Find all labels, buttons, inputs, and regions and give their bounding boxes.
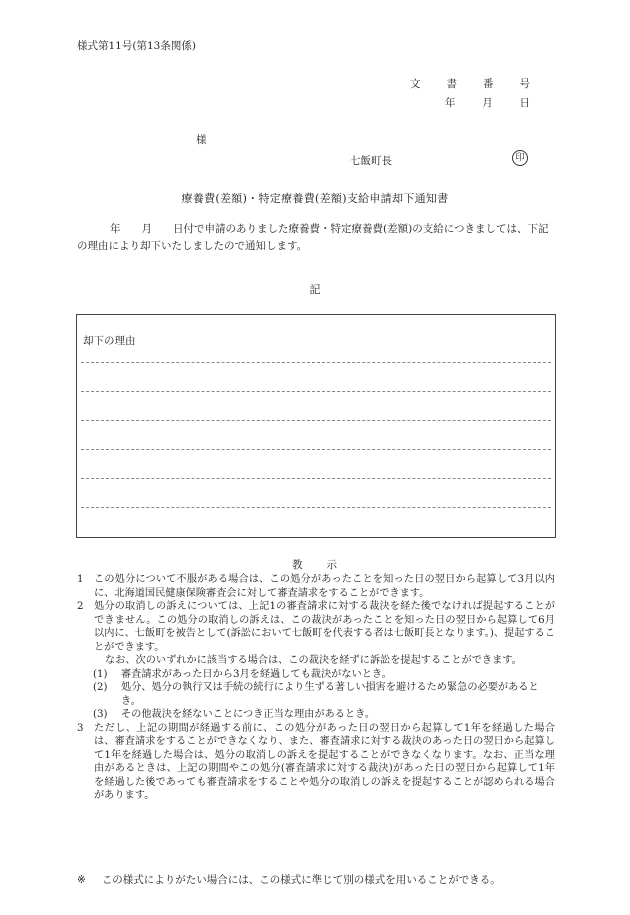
document-date-label bbox=[445, 95, 530, 110]
rejection-reason-label: 却下の理由 bbox=[83, 335, 136, 347]
docnum-char: 番 bbox=[483, 78, 494, 90]
note-item bbox=[77, 573, 555, 600]
record-mark: 記 bbox=[309, 283, 321, 296]
rejection-reason-box bbox=[76, 314, 556, 538]
document-title: 療養費(差額)・特定療養費(差額)支給申請却下通知書 bbox=[181, 192, 449, 205]
note-number: 3 bbox=[77, 722, 84, 734]
sub-item-number: (2) bbox=[93, 682, 108, 693]
note-number: 1 bbox=[77, 574, 84, 585]
reason-line bbox=[81, 420, 551, 421]
document-number-label bbox=[410, 76, 530, 91]
footer-mark: ※ bbox=[77, 874, 86, 886]
note-sub-item bbox=[77, 708, 555, 722]
note-sub-item bbox=[77, 681, 555, 708]
reason-line bbox=[81, 478, 551, 479]
reason-line bbox=[81, 362, 551, 363]
note-item bbox=[77, 600, 555, 654]
date-month: 月 bbox=[482, 97, 493, 109]
docnum-char: 文 bbox=[410, 78, 421, 90]
date-day: 日 bbox=[519, 97, 530, 109]
note-item bbox=[77, 722, 555, 803]
note-text: 処分の取消しの訴えについては、上記1の審査請求に対する裁決を経た後でなければ提起することができません。この処分の取消しの訴えは、この裁決があったことを知った日の翌日から起算して6月以内に、七飯町を被告として(訴訟において七飯町を代表する者は七飯町長となります。)、提起することができます。 bbox=[94, 601, 555, 653]
sub-item-number: (3) bbox=[93, 709, 108, 720]
docnum-char: 号 bbox=[519, 78, 530, 90]
footer-note bbox=[77, 872, 501, 887]
body-paragraph: 年 月 日付で申請のありました療養費・特定療養費(差額)の支給につきましては、下記の理由により却下いたしましたので通知します。 bbox=[77, 223, 549, 252]
note-number: 2 bbox=[77, 601, 84, 612]
note-text: ただし、上記の期間が経過する前に、この処分があった日の翌日から起算して1年を経過した場合は、審査請求をすることができなくなり、また、審査請求に対する裁決のあった日の翌日から起算して1年を経過した場合は、処分の取消しの訴えを提起することができなくなります。なお、正当な理由があるときは、上記の期間やこの処分(審査請求に対する裁決)があった日の翌日から起算して1年を経過した後であっても審査請求をすることや処分の取消しの訴えを提起することが認められる場合があります。 bbox=[94, 722, 556, 801]
note-sub-paragraph: なお、次のいずれかに該当する場合は、この裁決を経ずに訴訟を提起することができます。 bbox=[105, 655, 522, 666]
note-sub-item bbox=[77, 668, 555, 682]
docnum-char: 書 bbox=[446, 78, 457, 90]
date-year: 年 bbox=[445, 97, 456, 109]
form-number: 様式第11号(第13条関係) bbox=[77, 40, 196, 52]
sub-item-text: 処分、処分の執行又は手続の続行により生ずる著しい損害を避けるため緊急の必要があるとき。 bbox=[121, 682, 539, 707]
issuer-name: 七飯町長 bbox=[350, 155, 392, 167]
reason-line bbox=[81, 449, 551, 450]
reason-line bbox=[81, 507, 551, 508]
notes-title: 教 示 bbox=[292, 559, 338, 571]
addressee-honorific: 様 bbox=[196, 134, 207, 146]
note-text: この処分について不服がある場合は、この処分があったことを知った日の翌日から起算して3月以内に、北海道国民健康保険審査会に対して審査請求をすることができます。 bbox=[94, 574, 555, 599]
sub-item-text: 審査請求があった日から3月を経過しても裁決がないとき。 bbox=[121, 668, 392, 680]
seal-mark: 印 bbox=[512, 150, 528, 166]
footer-text: この様式によりがたい場合には、この様式に準じて別の様式を用いることができる。 bbox=[101, 874, 501, 886]
notes-section bbox=[77, 573, 555, 803]
reason-line bbox=[81, 391, 551, 392]
sub-item-text: その他裁決を経ないことにつき正当な理由があるとき。 bbox=[121, 709, 376, 720]
sub-item-number: (1) bbox=[93, 668, 108, 680]
